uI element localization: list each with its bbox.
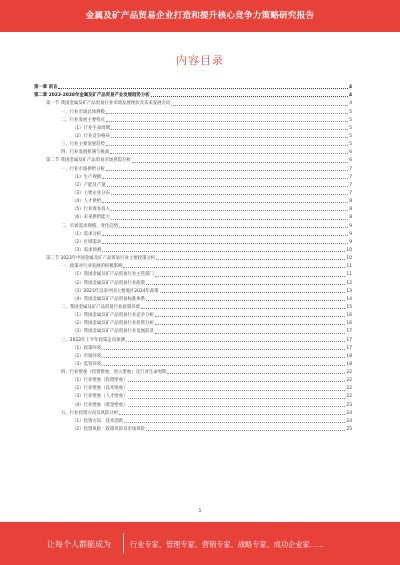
toc-entry[interactable] <box>34 213 352 221</box>
toc-leader-dots <box>167 373 345 374</box>
toc-entry-page: 17 <box>346 329 352 335</box>
toc-entry[interactable] <box>34 425 352 433</box>
toc-entry-text: 五、行业投资方向及风险分析 <box>61 410 119 416</box>
report-title: 金属及矿产品贸易企业打造和提升核心竞争力策略研究报告 <box>85 11 315 21</box>
toc-entry-text: （3）行业壁垒（人才壁垒） <box>72 394 128 400</box>
toc-leader-dots <box>58 88 347 89</box>
toc-entry-page: 14 <box>346 296 352 302</box>
toc-entry-page: 9 <box>349 223 352 229</box>
toc-entry-text: （2）产能及产量 <box>72 182 106 188</box>
footer-divider <box>123 533 124 554</box>
toc-entry-text: （2）投资风险：政策风险及市场风险 <box>72 427 146 433</box>
toc-entry-text: 三、2023年上半年政策走向预测 <box>61 337 125 343</box>
toc-entry[interactable] <box>34 400 352 408</box>
toc-entry-page: 16 <box>346 321 352 327</box>
toc-entry-page: 12 <box>346 280 352 286</box>
toc-leader-dots <box>111 210 348 211</box>
toc-leader-dots <box>102 178 348 179</box>
toc-entry-text: （2）行业壁垒（技术壁垒） <box>72 386 128 392</box>
toc-leader-dots <box>171 105 348 106</box>
toc-entry[interactable] <box>34 409 352 417</box>
toc-entry-page: 24 <box>346 418 352 424</box>
toc-entry-text: 二、市场需求规模、变化趋势 <box>61 223 119 229</box>
toc-entry-text: （2）区域需求 <box>72 239 102 245</box>
toc-leader-dots <box>106 170 348 171</box>
toc-leader-dots <box>128 406 345 407</box>
toc-entry-text: 三、行业主要发展趋势 <box>61 142 105 148</box>
toc-entry[interactable] <box>34 287 352 295</box>
toc-entry[interactable] <box>34 238 352 246</box>
footer-tagline: 行业专家、管理专家、营销专家、战略专家、成功企业家…… <box>130 540 325 549</box>
toc-entry[interactable] <box>34 376 352 384</box>
toc-entry-page: 22 <box>346 370 352 376</box>
toc-entry-text: 二、我国金属及矿产品贸易行业政策环境 <box>61 304 141 310</box>
toc-entry-text: （2）我国金属及矿产品贸易行业投资分析 <box>72 321 154 327</box>
toc-entry[interactable] <box>34 335 352 343</box>
toc-leader-dots <box>102 243 348 244</box>
toc-leader-dots <box>106 121 348 122</box>
toc-entry[interactable] <box>34 132 352 140</box>
toc-entry-page: 11 <box>346 272 352 278</box>
toc-entry-text: （4）行业壁垒（资金壁垒） <box>72 402 128 408</box>
toc-entry[interactable] <box>34 384 352 392</box>
toc-entry-page: 9 <box>349 231 352 237</box>
toc-entry-page: 7 <box>349 182 352 188</box>
toc-entry-text: 第二章 2023-2028年金属及矿产品贸易产业发展趋势分析 <box>34 93 150 99</box>
toc-entry-page: 4 <box>349 101 352 107</box>
toc-entry[interactable] <box>34 173 352 181</box>
toc-entry-text: 一、政策对行业发展的积极影响 <box>61 264 123 270</box>
toc-entry[interactable] <box>34 230 352 238</box>
toc-entry-page: 7 <box>349 190 352 196</box>
toc-leader-dots <box>126 341 346 342</box>
toc-entry-page: 7 <box>349 174 352 180</box>
toc-leader-dots <box>128 398 345 399</box>
toc-entry-page: 6 <box>349 158 352 164</box>
toc-entry-page: 15 <box>346 304 352 310</box>
toc-entry-page: 8 <box>349 199 352 205</box>
toc-entry-page: 8 <box>349 207 352 213</box>
toc-entry[interactable] <box>34 83 352 91</box>
toc-entry-text: （3）我国金属及矿产品贸易行业发展前景 <box>72 329 154 335</box>
toc-leader-dots <box>110 153 348 154</box>
toc-entry[interactable] <box>34 116 352 124</box>
toc-leader-dots <box>102 357 345 358</box>
toc-entry[interactable] <box>34 278 352 286</box>
toc-leader-dots <box>128 381 345 382</box>
toc-entry[interactable] <box>34 303 352 311</box>
toc-entry-text: （6）未来供给能力 <box>72 215 110 221</box>
toc-entry-text: （4）我国金属及矿产品贸易标准体系 <box>72 296 146 302</box>
toc-entry-text: （3）2023年以来中国主要地区2024年政策 <box>72 288 159 294</box>
toc-entry-page: 17 <box>346 345 352 351</box>
toc-leader-dots <box>111 194 348 195</box>
toc-entry[interactable] <box>34 107 352 115</box>
toc-entry[interactable] <box>34 311 352 319</box>
toc-leader-dots <box>119 227 348 228</box>
toc-leader-dots <box>102 349 345 350</box>
toc-leader-dots <box>102 202 348 203</box>
toc-entry[interactable] <box>34 221 352 229</box>
toc-entry[interactable] <box>34 140 352 148</box>
toc-leader-dots <box>155 324 346 325</box>
toc-entry-text: （2）我国金属及矿产品贸易行业政策 <box>72 280 146 286</box>
toc-entry-text: （5）行业资本投入 <box>72 207 110 213</box>
toc-entry[interactable] <box>34 99 352 107</box>
toc-entry-text: （1）行业生命周期 <box>72 125 110 131</box>
toc-entry-text: （1）生产规模 <box>72 174 102 180</box>
toc-entry[interactable] <box>34 91 352 99</box>
toc-entry-page: 5 <box>349 142 352 148</box>
toc-entry[interactable] <box>34 197 352 205</box>
toc-entry-page: 17 <box>346 337 352 343</box>
toc-entry-text: （1）行业壁垒（投资壁垒） <box>72 378 128 384</box>
toc-entry-page: 5 <box>349 125 352 131</box>
toc-entry-text: （1）政策环境 <box>72 345 102 351</box>
toc-leader-dots <box>146 300 345 301</box>
toc-entry-page: 22 <box>346 386 352 392</box>
toc-leader-dots <box>155 276 346 277</box>
toc-entry-text: （2）市场环境 <box>72 353 102 359</box>
toc-entry-page: 13 <box>346 288 352 294</box>
toc-leader-dots <box>156 259 345 260</box>
toc-leader-dots <box>124 422 345 423</box>
toc-entry-text: （2）行业竞争格局 <box>72 133 110 139</box>
toc-entry-text: （1）我国金属及矿产品贸易行业竞争分析 <box>72 313 154 319</box>
toc-leader-dots <box>155 333 346 334</box>
toc-entry-page: 22 <box>346 378 352 384</box>
toc-entry[interactable] <box>34 270 352 278</box>
toc-entry-text: 第一章 前言 <box>34 85 58 91</box>
toc-entry[interactable] <box>34 156 352 164</box>
toc-entry-text: 一、行业市场供给分析 <box>61 166 105 172</box>
toc-entry-text: 第一节 我国金属及矿产品贸易行业市场发展现状及未来发展方向 <box>46 101 171 107</box>
toc-leader-dots <box>102 365 345 366</box>
toc-entry-page: 23 <box>346 402 352 408</box>
toc-entry-text: 四、行业发展机遇与挑战 <box>61 150 110 156</box>
toc-leader-dots <box>106 145 348 146</box>
toc-entry-text: 四、行业壁垒（投资壁垒、进入壁垒）及行业生命周期 <box>61 370 167 376</box>
toc-entry[interactable] <box>34 327 352 335</box>
toc-entry-page: 18 <box>346 361 352 367</box>
table-of-contents <box>34 83 352 433</box>
toc-entry-text: 第三节 2023年中国金属及矿产品贸易行业主要政策分析 <box>46 256 156 262</box>
footer-banner <box>0 522 400 565</box>
toc-entry-page: 8 <box>349 215 352 221</box>
toc-entry-text: （4）人才供给 <box>72 199 102 205</box>
toc-entry[interactable] <box>34 246 352 254</box>
toc-entry-page: 24 <box>346 410 352 416</box>
toc-leader-dots <box>102 235 348 236</box>
toc-entry-text: 一、行业市场总体规模 <box>61 109 105 115</box>
header-banner <box>0 0 400 32</box>
toc-entry[interactable] <box>34 164 352 172</box>
toc-entry-page: 18 <box>346 353 352 359</box>
toc-entry[interactable] <box>34 148 352 156</box>
toc-entry[interactable] <box>34 189 352 197</box>
toc-title: 内容目录 <box>176 54 224 67</box>
toc-leader-dots <box>106 113 348 114</box>
toc-entry-page: 10 <box>346 256 352 262</box>
toc-entry-page: 10 <box>346 247 352 253</box>
toc-entry[interactable] <box>34 254 352 262</box>
toc-leader-dots <box>128 390 345 391</box>
toc-entry-page: 16 <box>346 313 352 319</box>
toc-entry-page: 4 <box>348 85 352 91</box>
toc-entry[interactable] <box>34 181 352 189</box>
toc-leader-dots <box>107 186 349 187</box>
toc-entry-text: 二、行业发展主要特点 <box>61 117 105 123</box>
toc-leader-dots <box>132 162 348 163</box>
toc-leader-dots <box>151 96 348 97</box>
toc-leader-dots <box>160 292 346 293</box>
toc-entry-text: （3）监管环境 <box>72 361 102 367</box>
toc-entry[interactable] <box>34 262 352 270</box>
toc-entry-text: （1）需求分析 <box>72 231 102 237</box>
toc-leader-dots <box>155 316 346 317</box>
toc-entry-text: （3）主要企业分布 <box>72 190 110 196</box>
toc-entry-text: （3）需求预测 <box>72 247 102 253</box>
toc-leader-dots <box>119 414 345 415</box>
toc-entry[interactable] <box>34 360 352 368</box>
toc-entry-page: 4 <box>348 93 352 99</box>
toc-leader-dots <box>146 430 345 431</box>
toc-entry-page: 25 <box>346 427 352 433</box>
toc-leader-dots <box>111 219 348 220</box>
toc-entry[interactable] <box>34 352 352 360</box>
toc-entry-page: 9 <box>349 239 352 245</box>
toc-entry[interactable] <box>34 205 352 213</box>
toc-entry-page: 5 <box>349 133 352 139</box>
page-number: 1 <box>198 508 202 514</box>
toc-entry-page: 11 <box>346 264 352 270</box>
toc-entry[interactable] <box>34 295 352 303</box>
toc-entry-page: 22 <box>346 394 352 400</box>
toc-leader-dots <box>111 137 348 138</box>
toc-entry[interactable] <box>34 344 352 352</box>
toc-entry-page: 5 <box>349 109 352 115</box>
toc-leader-dots <box>102 251 345 252</box>
toc-entry-text: （1）投资方向：技术创新 <box>72 418 124 424</box>
toc-entry[interactable] <box>34 124 352 132</box>
toc-entry-page: 6 <box>349 150 352 156</box>
toc-leader-dots <box>123 267 345 268</box>
toc-entry-text: （1）我国金属及矿产品贸易行业主管部门 <box>72 272 154 278</box>
toc-leader-dots <box>146 284 345 285</box>
toc-leader-dots <box>141 308 345 309</box>
toc-entry[interactable] <box>34 368 352 376</box>
footer-slogan: 让每个人都能成为 <box>47 540 111 549</box>
toc-entry-page: 5 <box>349 117 352 123</box>
toc-entry-page: 7 <box>349 166 352 172</box>
toc-entry-text: 第二节 我国金属及矿产品贸易市场供需分析 <box>46 158 131 164</box>
toc-entry[interactable] <box>34 319 352 327</box>
toc-entry[interactable] <box>34 417 352 425</box>
toc-entry[interactable] <box>34 392 352 400</box>
toc-leader-dots <box>111 129 348 130</box>
